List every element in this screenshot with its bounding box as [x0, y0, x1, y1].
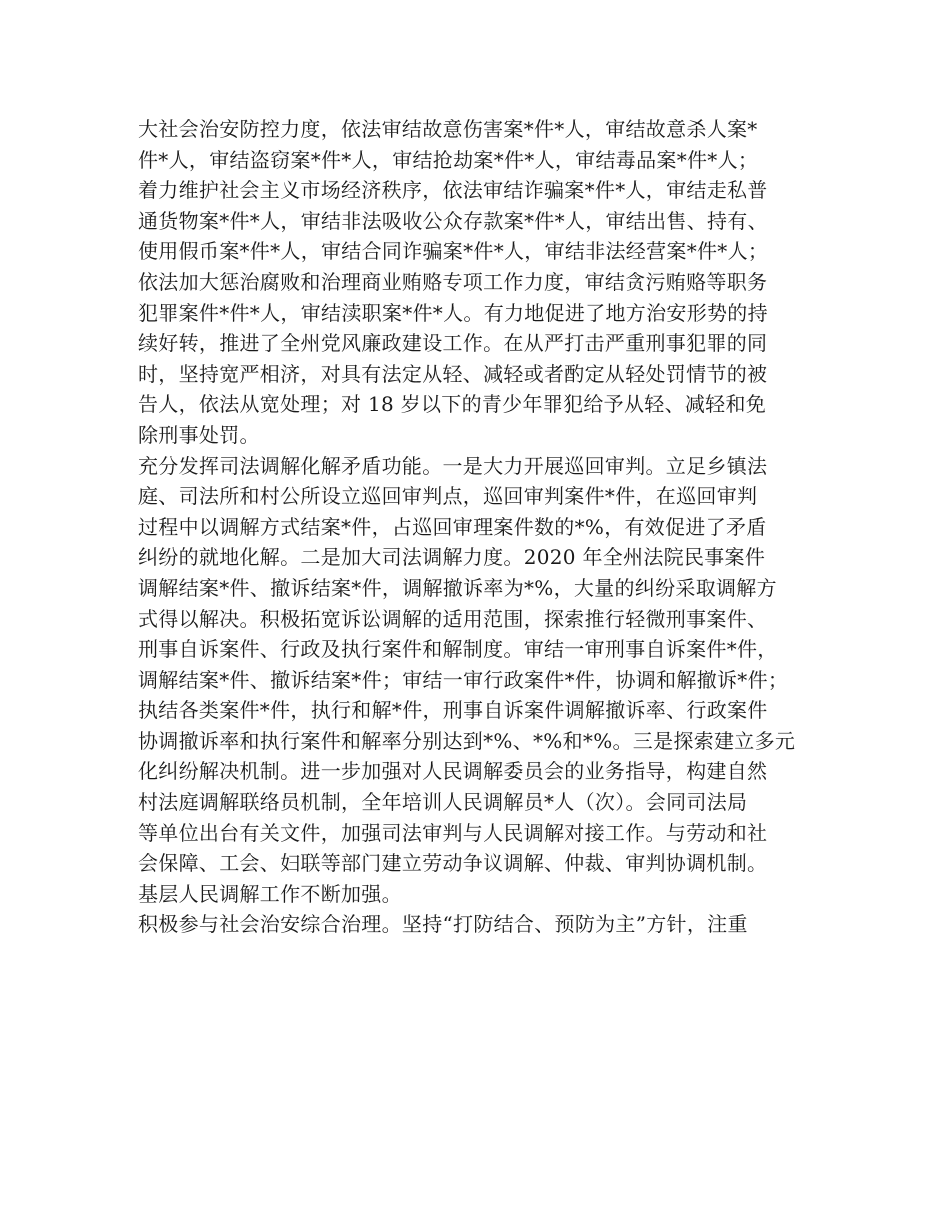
paragraph-social-order [138, 909, 818, 940]
text-line: 调解结案*件、撤诉结案*件；审结一审行政案件*件，协调和解撤诉*件； [138, 667, 789, 692]
text-line: 件*人，审结盗窃案*件*人，审结抢劫案*件*人，审结毒品案*件*人； [138, 147, 759, 172]
paragraph-judicial-mediation [138, 451, 818, 910]
text-line: 除刑事处罚。 [138, 422, 260, 447]
paragraph-criminal-trials [138, 114, 818, 451]
text-line: 协调撤诉率和执行案件和解率分别达到*%、*%和*%。三是探索建立多元 [138, 728, 796, 753]
text-line: 依法加大惩治腐败和治理商业贿赂专项工作力度，审结贪污贿赂等职务 [138, 269, 768, 294]
text-line: 化纠纷解决机制。进一步加强对人民调解委员会的业务指导，构建自然 [138, 759, 768, 784]
text-line: 村法庭调解联络员机制，全年培训人民调解员*人（次）。会同司法局 [138, 790, 748, 815]
text-line: 使用假币案*件*人，审结合同诈骗案*件*人，审结非法经营案*件*人； [138, 239, 769, 264]
text-line: 大社会治安防控力度，依法审结故意伤害案*件*人，审结故意杀人案* [138, 117, 758, 141]
text-line: 时，坚持宽严相济，对具有法定从轻、减轻或者酌定从轻处罚情节的被 [138, 361, 768, 386]
text-line: 通货物案*件*人，审结非法吸收公众存款案*件*人，审结出售、持有、 [138, 208, 768, 233]
text-line: 基层人民调解工作不断加强。 [138, 881, 402, 906]
text-line: 调解结案*件、撤诉结案*件，调解撤诉率为*%，大量的纠纷采取调解方 [138, 575, 777, 600]
text-line: 式得以解决。积极拓宽诉讼调解的适用范围，探索推行轻微刑事案件、 [138, 606, 768, 631]
text-line: 着力维护社会主义市场经济秩序，依法审结诈骗案*件*人，审结走私普 [138, 178, 768, 203]
text-line: 告人，依法从宽处理；对 18 岁以下的青少年罪犯给予从轻、减轻和免 [138, 392, 767, 417]
text-line: 积极参与社会治安综合治理。坚持“打防结合、预防为主”方针，注重 [138, 912, 748, 937]
document-body [138, 114, 818, 940]
text-line: 充分发挥司法调解化解矛盾功能。一是大力开展巡回审判。立足乡镇法 [138, 453, 768, 478]
text-line: 过程中以调解方式结案*件，占巡回审理案件数的*%，有效促进了矛盾 [138, 514, 767, 539]
text-line: 刑事自诉案件、行政及执行案件和解制度。审结一审刑事自诉案件*件， [138, 637, 778, 662]
text-line: 执结各类案件*件，执行和解*件，刑事自诉案件调解撤诉率、行政案件 [138, 698, 768, 723]
text-line: 庭、司法所和村公所设立巡回审判点，巡回审判案件*件，在巡回审判 [138, 484, 758, 509]
text-line: 会保障、工会、妇联等部门建立劳动争议调解、仲裁、审判协调机制。 [138, 851, 768, 876]
text-line: 犯罪案件*件*人，审结渎职案*件*人。有力地促进了地方治安形势的持 [138, 300, 768, 325]
text-line: 等单位出台有关文件，加强司法审判与人民调解对接工作。与劳动和社 [138, 820, 768, 845]
text-line: 续好转，推进了全州党风廉政建设工作。在从严打击严重刑事犯罪的同 [138, 331, 768, 356]
text-line: 纠纷的就地化解。二是加大司法调解力度。2020 年全州法院民事案件 [138, 545, 766, 570]
